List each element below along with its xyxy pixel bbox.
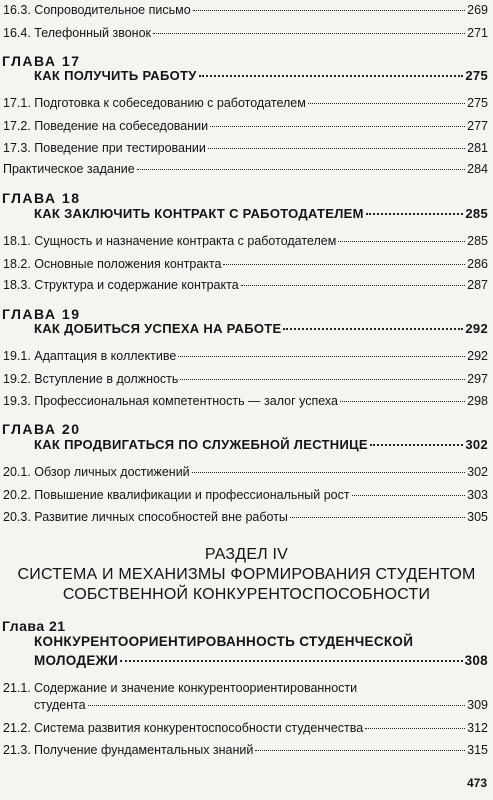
dot-leader [208,148,465,149]
entry-page: 275 [467,96,488,110]
entry-page: 303 [467,488,488,502]
entry-number: 18.1. [3,234,31,248]
entry-number: 21.3. [3,743,31,757]
chapter-20-heading [0,436,493,454]
chapter-21-title-line-1: КОНКУРЕНТООРИЕНТИРОВАННОСТЬ СТУДЕНЧЕСКОЙ [34,634,414,649]
dot-leader [178,356,465,357]
entry-page: 287 [467,278,488,292]
entry-page: 298 [467,394,488,408]
entry-page: 297 [467,372,488,386]
entry-title-continued: студента [34,698,86,712]
dot-leader [241,285,465,286]
dot-leader [255,750,465,751]
entry-page: 284 [467,162,488,176]
entry-number: 17.2. [3,119,31,133]
dot-leader [180,379,465,380]
toc-entry-20-3 [0,508,493,526]
entry-page: 281 [467,141,488,155]
entry-number: 17.3. [3,141,31,155]
toc-entry-20-1 [0,463,493,481]
dot-leader [192,472,465,473]
dot-leader [340,401,465,402]
dot-leader [153,33,465,34]
toc-entry-19-1 [0,347,493,365]
toc-entry-18-1 [0,232,493,250]
entry-page: 271 [467,26,488,40]
entry-title: Телефонный звонок [34,26,152,40]
dot-leader [199,75,464,77]
toc-entry-19-2 [0,370,493,388]
entry-title: Система развития конкурентоспособности студенчества [34,721,364,735]
chapter-page: 302 [465,437,488,452]
chapter-title: КАК ЗАКЛЮЧИТЬ КОНТРАКТ С РАБОТОДАТЕЛЕМ [34,206,364,221]
dot-leader [283,328,463,330]
entry-page: 292 [467,349,488,363]
entry-title: Получение фундаментальных знаний [34,743,254,757]
entry-number: 20.1. [3,465,31,479]
toc-entry-16-4 [0,24,493,42]
entry-page: 302 [467,465,488,479]
toc-entry-21-3 [0,741,493,759]
section-title-line-2: СОБСТВЕННОЙ КОНКУРЕНТОСПОСОБНОСТИ [62,586,431,603]
toc-entry-17-1 [0,94,493,112]
page-number: 473 [466,776,487,790]
chapter-17-heading [0,67,493,85]
entry-title: Структура и содержание контракта [34,278,239,292]
dot-leader [338,241,465,242]
dot-leader [210,126,465,127]
section-label: РАЗДЕЛ IV [204,546,289,563]
chapter-21-label: Глава 21 [2,618,66,634]
entry-number: 18.3. [3,278,31,292]
chapter-title: КАК ПОЛУЧИТЬ РАБОТУ [34,68,197,83]
entry-number: 19.3. [3,394,31,408]
dot-leader [290,517,465,518]
chapter-21-heading [0,652,493,670]
chapter-page: 275 [465,68,488,83]
chapter-18-label: ГЛАВА 18 [2,190,81,206]
chapter-title: КАК ДОБИТЬСЯ УСПЕХА НА РАБОТЕ [34,321,282,336]
entry-number: 21.1. [3,681,31,695]
toc-entry-21-2 [0,719,493,737]
chapter-20-label: ГЛАВА 20 [2,421,81,437]
chapter-page: 308 [464,653,488,668]
chapter-title-line-2: МОЛОДЕЖИ [34,653,119,668]
toc-entry-21-1-line-2 [0,696,493,714]
entry-number: 18.2. [3,257,31,271]
entry-page: 315 [467,743,488,757]
toc-entry-20-2 [0,486,493,504]
entry-number: 19.2. [3,372,31,386]
entry-page: 305 [467,510,488,524]
entry-title: Содержание и значение конкурентоориентированности [34,681,358,695]
entry-number: 20.2. [3,488,31,502]
entry-title: Подготовка к собеседованию с работодателем [34,96,306,110]
chapter-18-heading [0,205,493,223]
toc-entry-17-3 [0,139,493,157]
entry-page: 286 [467,257,488,271]
entry-page: 309 [467,698,488,712]
dot-leader [193,10,465,11]
entry-number: 21.2. [3,721,31,735]
toc-entry-18-2 [0,255,493,273]
chapter-page: 292 [465,321,488,336]
entry-title: Повышение квалификации и профессиональный рост [34,488,350,502]
toc-entry-18-3 [0,276,493,294]
entry-number: 20.3. [3,510,31,524]
entry-number: 16.4. [3,26,31,40]
dot-leader [365,728,465,729]
dot-leader [366,213,464,215]
entry-number: 17.1. [3,96,31,110]
toc-entry-17-2 [0,117,493,135]
chapter-19-heading [0,320,493,338]
entry-number: 19.1. [3,349,31,363]
entry-title: Профессиональная компетентность — залог успеха [34,394,338,408]
dot-leader [308,103,465,104]
entry-title: Вступление в должность [34,372,179,386]
entry-title: Обзор личных достижений [34,465,190,479]
entry-title: Поведение при тестировании [34,141,206,155]
entry-title: Сопроводительное письмо [34,3,191,17]
entry-title: Основные положения контракта [34,257,222,271]
entry-title: Поведение на собеседовании [34,119,209,133]
entry-page: 312 [467,721,488,735]
dot-leader [370,444,464,446]
dot-leader [137,169,465,170]
dot-leader [352,495,466,496]
entry-number: 16.3. [3,3,31,17]
chapter-page: 285 [465,206,488,221]
entry-title: Развитие личных способностей вне работы [34,510,288,524]
toc-entry-21-1-line-1 [0,679,493,697]
dot-leader [223,264,465,265]
chapter-title: КАК ПРОДВИГАТЬСЯ ПО СЛУЖЕБНОЙ ЛЕСТНИЦЕ [34,437,368,452]
chapter-17-label: ГЛАВА 17 [2,53,81,69]
entry-title: Адаптация в коллективе [34,349,177,363]
toc-entry-16-3 [0,1,493,19]
dot-leader [120,660,462,662]
toc-entry-practical [0,160,493,178]
entry-page: 277 [467,119,488,133]
entry-title: Практическое задание [3,162,135,176]
dot-leader [88,705,466,706]
chapter-19-label: ГЛАВА 19 [2,306,81,322]
entry-title: Сущность и назначение контракта с работодателем [34,234,337,248]
entry-page: 285 [467,234,488,248]
toc-entry-19-3 [0,392,493,410]
entry-page: 269 [467,3,488,17]
section-title-line-1: СИСТЕМА И МЕХАНИЗМЫ ФОРМИРОВАНИЯ СТУДЕНТОМ [17,566,476,583]
